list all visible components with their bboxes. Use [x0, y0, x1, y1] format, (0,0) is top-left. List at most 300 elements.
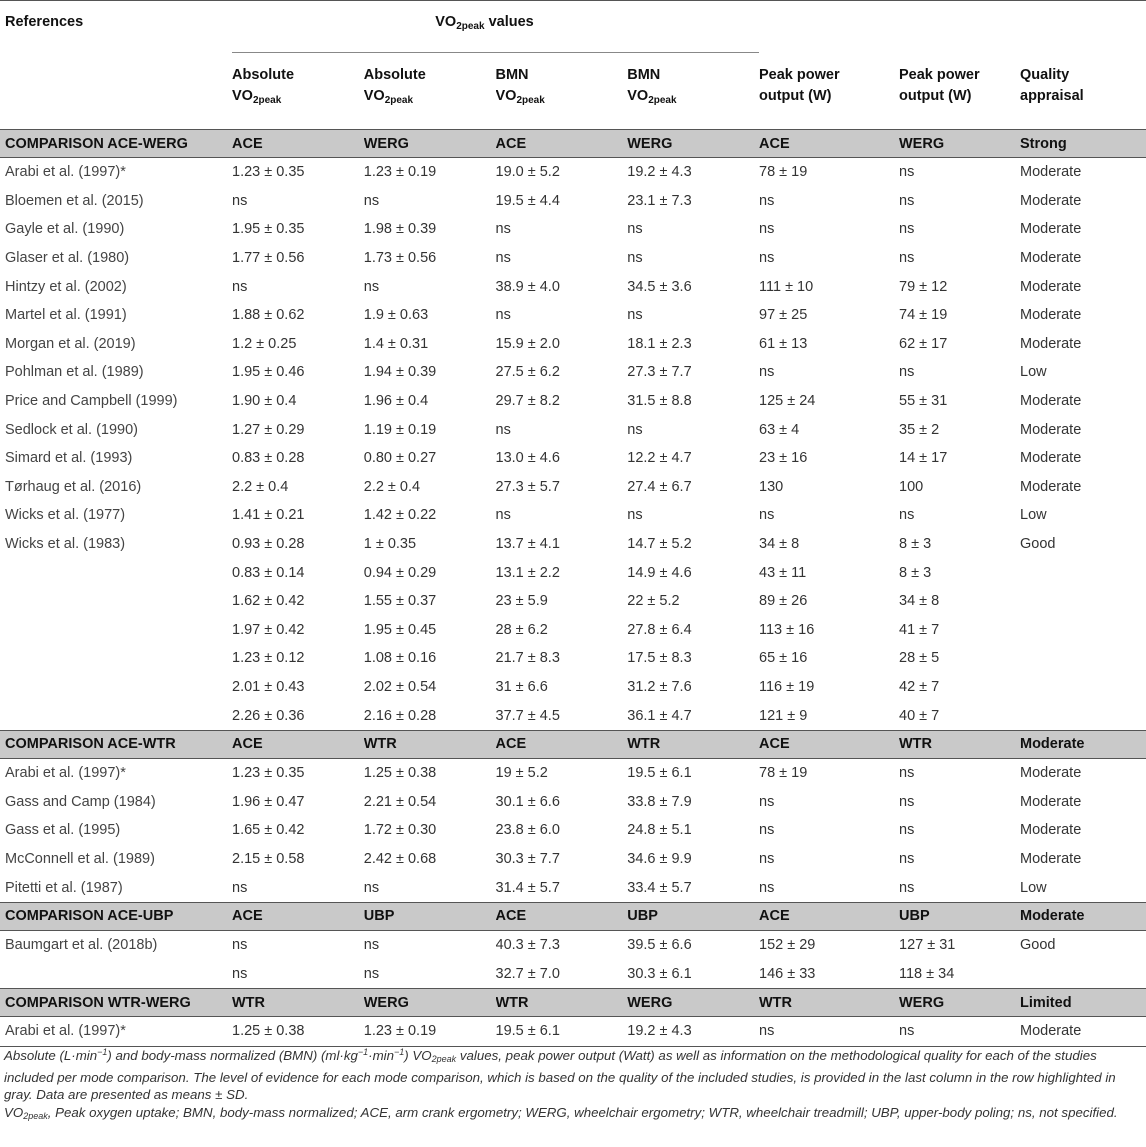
table-cell: 111 ± 10 — [759, 278, 814, 295]
mode-label: UBP — [627, 902, 759, 930]
column-header — [364, 53, 496, 130]
vo2peak-group-header — [232, 1, 759, 53]
table-cell: 1.23 ± 0.19 — [363, 164, 437, 181]
table-cell: 97 ± 25 — [759, 307, 808, 324]
reference-cell — [0, 673, 232, 702]
table-row — [0, 358, 1146, 387]
mode-label: WTR — [899, 730, 1020, 758]
table-cell: 35 ± 2 — [899, 421, 940, 438]
table-cell: 1.25 ± 0.38 — [363, 765, 437, 782]
column-header-line2: output (W) — [899, 87, 972, 104]
table-row — [0, 930, 1146, 959]
table-cell: Moderate — [1020, 850, 1082, 867]
mode-label: WTR — [496, 989, 628, 1017]
caption-sup: −1 — [394, 1047, 405, 1057]
caption-text: , Peak oxygen uptake; BMN, body-mass normalized; ACE, arm crank ergometry; WERG, wheelchair ergometry; WTR, wheelchair treadmill; UBP, upper-body poling; ns, not specified. — [47, 1104, 1118, 1120]
header-spacer — [1020, 1, 1146, 53]
column-header-subscript: 2peak — [516, 95, 545, 106]
table-cell: 41 ± 7 — [899, 621, 940, 638]
table-cell: ns — [899, 879, 915, 896]
table-row — [0, 501, 1146, 530]
table-cell: 27.4 ± 6.7 — [627, 478, 692, 495]
reference-cell: Gayle et al. (1990) — [5, 221, 125, 238]
reference-cell: Sedlock et al. (1990) — [5, 421, 138, 438]
table-row — [0, 473, 1146, 502]
table-cell: 34.6 ± 9.9 — [627, 850, 692, 867]
table-cell: 8 ± 3 — [899, 536, 932, 553]
column-header-subscript: 2peak — [252, 95, 282, 106]
reference-cell: Bloemen et al. (2015) — [5, 192, 144, 209]
reference-cell: Pitetti et al. (1987) — [5, 879, 123, 896]
caption-sup: −1 — [97, 1047, 108, 1057]
table-row — [0, 644, 1146, 673]
reference-cell: Martel et al. (1991) — [5, 307, 127, 324]
vo2-group-label: VO — [435, 14, 457, 30]
table-cell: 62 ± 17 — [899, 335, 948, 352]
table-cell: ns — [627, 221, 643, 238]
table-cell: ns — [899, 364, 915, 381]
table-cell: 22 ± 5.2 — [627, 593, 680, 610]
table-cell: ns — [495, 421, 511, 438]
table-cell: 0.83 ± 0.14 — [232, 564, 305, 581]
caption-text: ) and body-mass normalized (BMN) (ml·kg — [107, 1048, 358, 1063]
table-cell: 1.90 ± 0.4 — [232, 393, 297, 410]
reference-cell: Wicks et al. (1977) — [5, 507, 126, 524]
table-cell: Moderate — [1020, 307, 1082, 324]
table-cell: 1.08 ± 0.16 — [363, 650, 437, 667]
table-cell: Moderate — [1020, 393, 1082, 410]
table-cell: 43 ± 11 — [759, 564, 807, 581]
table-cell: 61 ± 13 — [759, 335, 808, 352]
comparison-group-row — [0, 902, 1146, 930]
reference-cell: Arabi et al. (1997)* — [5, 765, 126, 782]
table-cell: 65 ± 16 — [759, 650, 808, 667]
reference-cell — [0, 701, 232, 730]
table-cell: ns — [759, 364, 775, 381]
reference-cell: Morgan et al. (2019) — [5, 335, 136, 352]
table-cell: 1.95 ± 0.35 — [232, 221, 305, 238]
table-cell: 13.0 ± 4.6 — [495, 450, 560, 467]
column-header-line1: Absolute — [232, 67, 295, 83]
caption-paragraph-2 — [4, 1104, 1142, 1126]
table-cell: 23.1 ± 7.3 — [627, 192, 692, 209]
header-spacer — [759, 1, 899, 53]
table-cell: 14.9 ± 4.6 — [627, 564, 692, 581]
caption-paragraph-1 — [4, 1044, 1142, 1104]
table-cell: ns — [759, 507, 775, 524]
table-row — [0, 387, 1146, 416]
table-cell: 2.26 ± 0.36 — [232, 707, 305, 724]
table-row — [0, 787, 1146, 816]
table-row — [0, 616, 1146, 645]
table-cell: 19.5 ± 6.1 — [627, 765, 692, 782]
table-cell: 19.5 ± 4.4 — [495, 192, 560, 209]
table-cell: 127 ± 31 — [899, 937, 956, 954]
reference-cell — [0, 644, 232, 673]
table-cell: 0.93 ± 0.28 — [232, 536, 305, 553]
reference-cell: Pohlman et al. (1989) — [5, 364, 144, 381]
reference-cell: Arabi et al. (1997)* — [5, 164, 126, 181]
table-cell: 146 ± 33 — [759, 965, 816, 982]
table-cell: 89 ± 26 — [759, 593, 808, 610]
table-cell: ns — [627, 507, 643, 524]
table-row — [0, 215, 1146, 244]
table-cell: ns — [899, 164, 915, 181]
table-cell: 17.5 ± 8.3 — [627, 650, 692, 667]
column-header-line2: VO — [495, 88, 517, 104]
table-cell — [1020, 558, 1146, 587]
table-cell: ns — [232, 965, 248, 982]
table-cell: 1.95 ± 0.45 — [363, 621, 437, 638]
table-cell: Moderate — [1020, 1023, 1082, 1040]
table-cell: 1.96 ± 0.47 — [232, 793, 305, 810]
table-cell: ns — [627, 307, 643, 324]
column-header-subscript: 2peak — [648, 95, 677, 106]
table-cell: 42 ± 7 — [899, 678, 940, 695]
mode-label: ACE — [759, 130, 899, 158]
table-cell: 1.41 ± 0.21 — [232, 507, 305, 524]
table-cell: 19.2 ± 4.3 — [627, 164, 692, 181]
header-row-top — [0, 1, 1146, 53]
table-cell: 31 ± 6.6 — [495, 678, 548, 695]
table-cell — [1020, 587, 1146, 616]
table-cell: 100 — [899, 478, 924, 495]
vo2-group-sub: 2peak — [456, 21, 485, 32]
table-row — [0, 701, 1146, 730]
table-cell: 27.3 ± 5.7 — [495, 478, 560, 495]
mode-label: WERG — [627, 130, 759, 158]
table-cell: 38.9 ± 4.0 — [495, 278, 560, 295]
table-cell: ns — [759, 793, 775, 810]
table-cell: 1.96 ± 0.4 — [363, 393, 429, 410]
table-cell: 130 — [759, 478, 784, 495]
comparison-title: COMPARISON ACE-WTR — [0, 730, 232, 758]
reference-cell — [0, 558, 232, 587]
table-cell: Low — [1020, 507, 1047, 524]
table-cell: ns — [899, 507, 915, 524]
table-cell: 13.7 ± 4.1 — [495, 536, 560, 553]
mode-label: WERG — [899, 989, 1020, 1017]
table-cell: ns — [899, 765, 915, 782]
table-cell: ns — [627, 421, 643, 438]
table-cell: 78 ± 19 — [759, 164, 808, 181]
table-cell: 2.15 ± 0.58 — [232, 850, 305, 867]
table-cell: 24.8 ± 5.1 — [627, 822, 692, 839]
table-cell: ns — [899, 793, 915, 810]
table-cell: 34 ± 8 — [899, 593, 940, 610]
table-row — [0, 873, 1146, 902]
table-cell: ns — [363, 192, 380, 209]
table-cell: 37.7 ± 4.5 — [495, 707, 560, 724]
table-cell: 27.8 ± 6.4 — [627, 621, 692, 638]
table-cell — [1020, 959, 1146, 988]
reference-cell: Gass et al. (1995) — [5, 822, 121, 839]
table-cell: 1.55 ± 0.37 — [363, 593, 437, 610]
table-row — [0, 158, 1146, 187]
comparison-title: COMPARISON ACE-WERG — [0, 130, 232, 158]
table-cell: 74 ± 19 — [899, 307, 948, 324]
table-cell: 34 ± 8 — [759, 536, 800, 553]
table-cell: 1.88 ± 0.62 — [232, 307, 305, 324]
header-spacer — [899, 1, 1020, 53]
table-cell: Moderate — [1020, 478, 1082, 495]
table-cell: 1.23 ± 0.35 — [232, 765, 305, 782]
table-cell: 19.2 ± 4.3 — [627, 1023, 692, 1040]
table-cell: 1 ± 0.35 — [363, 536, 417, 553]
table-cell: 1.94 ± 0.39 — [363, 364, 437, 381]
vo2-group-suffix: values — [484, 14, 534, 30]
table-cell: 19 ± 5.2 — [495, 765, 548, 782]
table-cell: 28 ± 6.2 — [495, 621, 548, 638]
column-header — [899, 53, 1020, 130]
table-header — [0, 1, 1146, 130]
caption-text: ·min — [368, 1048, 395, 1063]
table-cell: ns — [232, 278, 248, 295]
comparison-group-row — [0, 730, 1146, 758]
table-cell: ns — [363, 879, 380, 896]
table-cell: 23 ± 5.9 — [495, 593, 548, 610]
mode-label: ACE — [496, 730, 628, 758]
table-cell: 1.77 ± 0.56 — [232, 250, 305, 267]
reference-cell — [0, 959, 232, 988]
table-cell: Moderate — [1020, 421, 1082, 438]
mode-label: UBP — [899, 902, 1020, 930]
table-cell: ns — [759, 822, 775, 839]
table-row — [0, 1017, 1146, 1047]
evidence-level: Moderate — [1020, 730, 1146, 758]
caption-text: Absolute (L·min — [4, 1048, 98, 1063]
table-cell: 1.62 ± 0.42 — [232, 593, 305, 610]
mode-label: WERG — [364, 989, 496, 1017]
column-header-line1: Peak power — [899, 66, 980, 83]
table-cell: Good — [1020, 937, 1056, 954]
table-cell: 1.9 ± 0.63 — [363, 307, 429, 324]
table-cell: ns — [899, 221, 915, 238]
column-header — [1020, 53, 1146, 130]
caption-text: values, peak power output (Watt) as well as information on the methodological quality for each of the studies included per mode comparison. The level of evidence for each mode comparison, which is based on the quality of the included studies, is provided in the last column in the row highlighted in gray. Data are presented as means ± SD. — [4, 1048, 1116, 1103]
table-cell: ns — [232, 879, 248, 896]
mode-label: WTR — [232, 989, 364, 1017]
table-cell: 55 ± 31 — [899, 393, 948, 410]
table-cell: 1.65 ± 0.42 — [232, 822, 305, 839]
table-cell: 1.97 ± 0.42 — [232, 621, 305, 638]
table-cell — [1020, 616, 1146, 645]
table-cell: 1.23 ± 0.35 — [232, 164, 305, 181]
column-header-line1: Quality — [1020, 66, 1070, 83]
table-cell: ns — [495, 507, 511, 524]
table-cell: 1.72 ± 0.30 — [363, 822, 437, 839]
evidence-level: Moderate — [1020, 902, 1146, 930]
table-cell: 1.73 ± 0.56 — [363, 250, 437, 267]
reference-cell: Hintzy et al. (2002) — [5, 278, 127, 295]
table-row — [0, 444, 1146, 473]
header-row-columns — [0, 53, 1146, 130]
table-cell: 12.2 ± 4.7 — [627, 450, 692, 467]
table-cell: Moderate — [1020, 335, 1082, 352]
table-cell: Low — [1020, 364, 1047, 381]
column-header-line2: VO — [232, 88, 253, 104]
table-cell: 39.5 ± 6.6 — [627, 937, 692, 954]
table-cell: 40.3 ± 7.3 — [495, 937, 560, 954]
table-row — [0, 587, 1146, 616]
table-cell: 30.1 ± 6.6 — [495, 793, 560, 810]
table-cell: Moderate — [1020, 164, 1082, 181]
column-header-line1: Peak power — [759, 66, 840, 83]
table-cell: 0.80 ± 0.27 — [363, 450, 437, 467]
table-cell: 27.5 ± 6.2 — [495, 364, 560, 381]
table-row — [0, 330, 1146, 359]
mode-label: ACE — [232, 902, 364, 930]
table-cell: ns — [363, 965, 380, 982]
mode-label: ACE — [232, 130, 364, 158]
table-row — [0, 187, 1146, 216]
comparison-title: COMPARISON ACE-UBP — [0, 902, 232, 930]
column-header-line1: BMN — [495, 67, 529, 83]
table-cell — [1020, 701, 1146, 730]
column-header-line2: appraisal — [1020, 87, 1084, 104]
table-cell: 2.42 ± 0.68 — [363, 850, 437, 867]
table-cell: ns — [363, 278, 380, 295]
mode-label: WERG — [364, 130, 496, 158]
mode-label: WTR — [759, 989, 899, 1017]
table-cell: ns — [495, 221, 511, 238]
column-header-subscript: 2peak — [384, 95, 414, 106]
table-cell: 40 ± 7 — [899, 707, 940, 724]
table-cell: ns — [899, 250, 915, 267]
table-cell: Moderate — [1020, 793, 1082, 810]
column-header — [627, 53, 759, 130]
table-cell: 14 ± 17 — [899, 450, 948, 467]
table-cell: 2.02 ± 0.54 — [363, 678, 437, 695]
table-cell: 1.19 ± 0.19 — [363, 421, 437, 438]
caption-text: ) VO — [404, 1048, 432, 1063]
caption-sub: 2peak — [431, 1054, 457, 1064]
column-header-line1: Absolute — [363, 67, 426, 83]
table-row — [0, 845, 1146, 874]
table-cell: 18.1 ± 2.3 — [627, 335, 692, 352]
table-cell: 1.2 ± 0.25 — [232, 335, 297, 352]
table-cell: 23.8 ± 6.0 — [495, 822, 560, 839]
reference-cell: McConnell et al. (1989) — [5, 850, 155, 867]
table-cell: 1.98 ± 0.39 — [363, 221, 437, 238]
table-cell: 63 ± 4 — [759, 421, 800, 438]
table-cell: 34.5 ± 3.6 — [627, 278, 692, 295]
table-cell — [1020, 644, 1146, 673]
table-cell: 1.4 ± 0.31 — [363, 335, 429, 352]
table-row — [0, 959, 1146, 988]
table-cell: 2.16 ± 0.28 — [363, 707, 437, 724]
table-cell: 21.7 ± 8.3 — [495, 650, 560, 667]
table-cell: 113 ± 16 — [759, 621, 815, 638]
table-row — [0, 816, 1146, 845]
column-header-line1: BMN — [627, 67, 661, 83]
table-cell: ns — [759, 250, 775, 267]
caption-text: VO — [4, 1104, 24, 1120]
table-cell: 1.95 ± 0.46 — [232, 364, 305, 381]
table-cell: 13.1 ± 2.2 — [495, 564, 560, 581]
table-cell: 19.0 ± 5.2 — [495, 164, 560, 181]
table-cell: Low — [1020, 879, 1047, 896]
evidence-level: Limited — [1020, 989, 1146, 1017]
table-cell: ns — [759, 879, 775, 896]
table-cell — [1020, 673, 1146, 702]
reference-cell: Simard et al. (1993) — [5, 450, 133, 467]
table-cell: ns — [232, 937, 248, 954]
table-cell: 33.4 ± 5.7 — [627, 879, 692, 896]
table-cell: ns — [899, 822, 915, 839]
table-cell: 116 ± 19 — [759, 678, 815, 695]
table-cell: 1.27 ± 0.29 — [232, 421, 305, 438]
reference-cell: Price and Campbell (1999) — [5, 393, 178, 410]
mode-label: ACE — [759, 730, 899, 758]
column-header — [759, 53, 899, 130]
column-header-line2: VO — [627, 88, 649, 104]
mode-label: ACE — [496, 902, 628, 930]
mode-label: WTR — [627, 730, 759, 758]
table-cell: 2.01 ± 0.43 — [232, 678, 305, 695]
table-cell: 118 ± 34 — [899, 965, 955, 982]
column-header-line2: output (W) — [759, 87, 832, 104]
table-cell: 1.23 ± 0.19 — [363, 1023, 437, 1040]
reference-cell — [0, 587, 232, 616]
references-header: References — [5, 14, 84, 30]
table-cell: 14.7 ± 5.2 — [627, 536, 692, 553]
table-cell: 36.1 ± 4.7 — [627, 707, 692, 724]
evidence-level: Strong — [1020, 130, 1146, 158]
table-cell: ns — [759, 1023, 775, 1040]
table-cell: Good — [1020, 536, 1056, 553]
reference-cell: Wicks et al. (1983) — [5, 536, 126, 553]
table-cell: 29.7 ± 8.2 — [495, 393, 560, 410]
table-cell: Moderate — [1020, 822, 1082, 839]
table-cell: ns — [495, 250, 511, 267]
table-row — [0, 673, 1146, 702]
reference-cell: Tørhaug et al. (2016) — [5, 478, 142, 495]
mode-label: UBP — [364, 902, 496, 930]
table-cell: 121 ± 9 — [759, 707, 808, 724]
table-cell: 28 ± 5 — [899, 650, 940, 667]
mode-label: ACE — [232, 730, 364, 758]
table-cell: ns — [759, 850, 775, 867]
table-cell: 8 ± 3 — [899, 564, 932, 581]
table-row — [0, 415, 1146, 444]
table-cell: 2.2 ± 0.4 — [232, 478, 289, 495]
table-cell: 1.42 ± 0.22 — [363, 507, 437, 524]
table-cell: 23 ± 16 — [759, 450, 808, 467]
table-cell: ns — [495, 307, 511, 324]
table-cell: 79 ± 12 — [899, 278, 948, 295]
table-cell: Moderate — [1020, 221, 1082, 238]
caption-sup: −1 — [357, 1047, 369, 1057]
table-row — [0, 244, 1146, 273]
table-cell: 31.4 ± 5.7 — [495, 879, 560, 896]
table-cell: ns — [899, 850, 915, 867]
mode-label: WERG — [899, 130, 1020, 158]
table-row — [0, 301, 1146, 330]
table-cell: 31.5 ± 8.8 — [627, 393, 692, 410]
table-cell: 27.3 ± 7.7 — [627, 364, 692, 381]
table-cell: ns — [899, 192, 915, 209]
table-body — [0, 130, 1146, 1047]
column-header — [232, 53, 364, 130]
comparison-title: COMPARISON WTR-WERG — [0, 989, 232, 1017]
table-row — [0, 758, 1146, 787]
table-row — [0, 558, 1146, 587]
table-cell: 0.94 ± 0.29 — [363, 564, 437, 581]
table-cell: 33.8 ± 7.9 — [627, 793, 692, 810]
table-cell: 30.3 ± 7.7 — [495, 850, 560, 867]
comparison-group-row — [0, 130, 1146, 158]
